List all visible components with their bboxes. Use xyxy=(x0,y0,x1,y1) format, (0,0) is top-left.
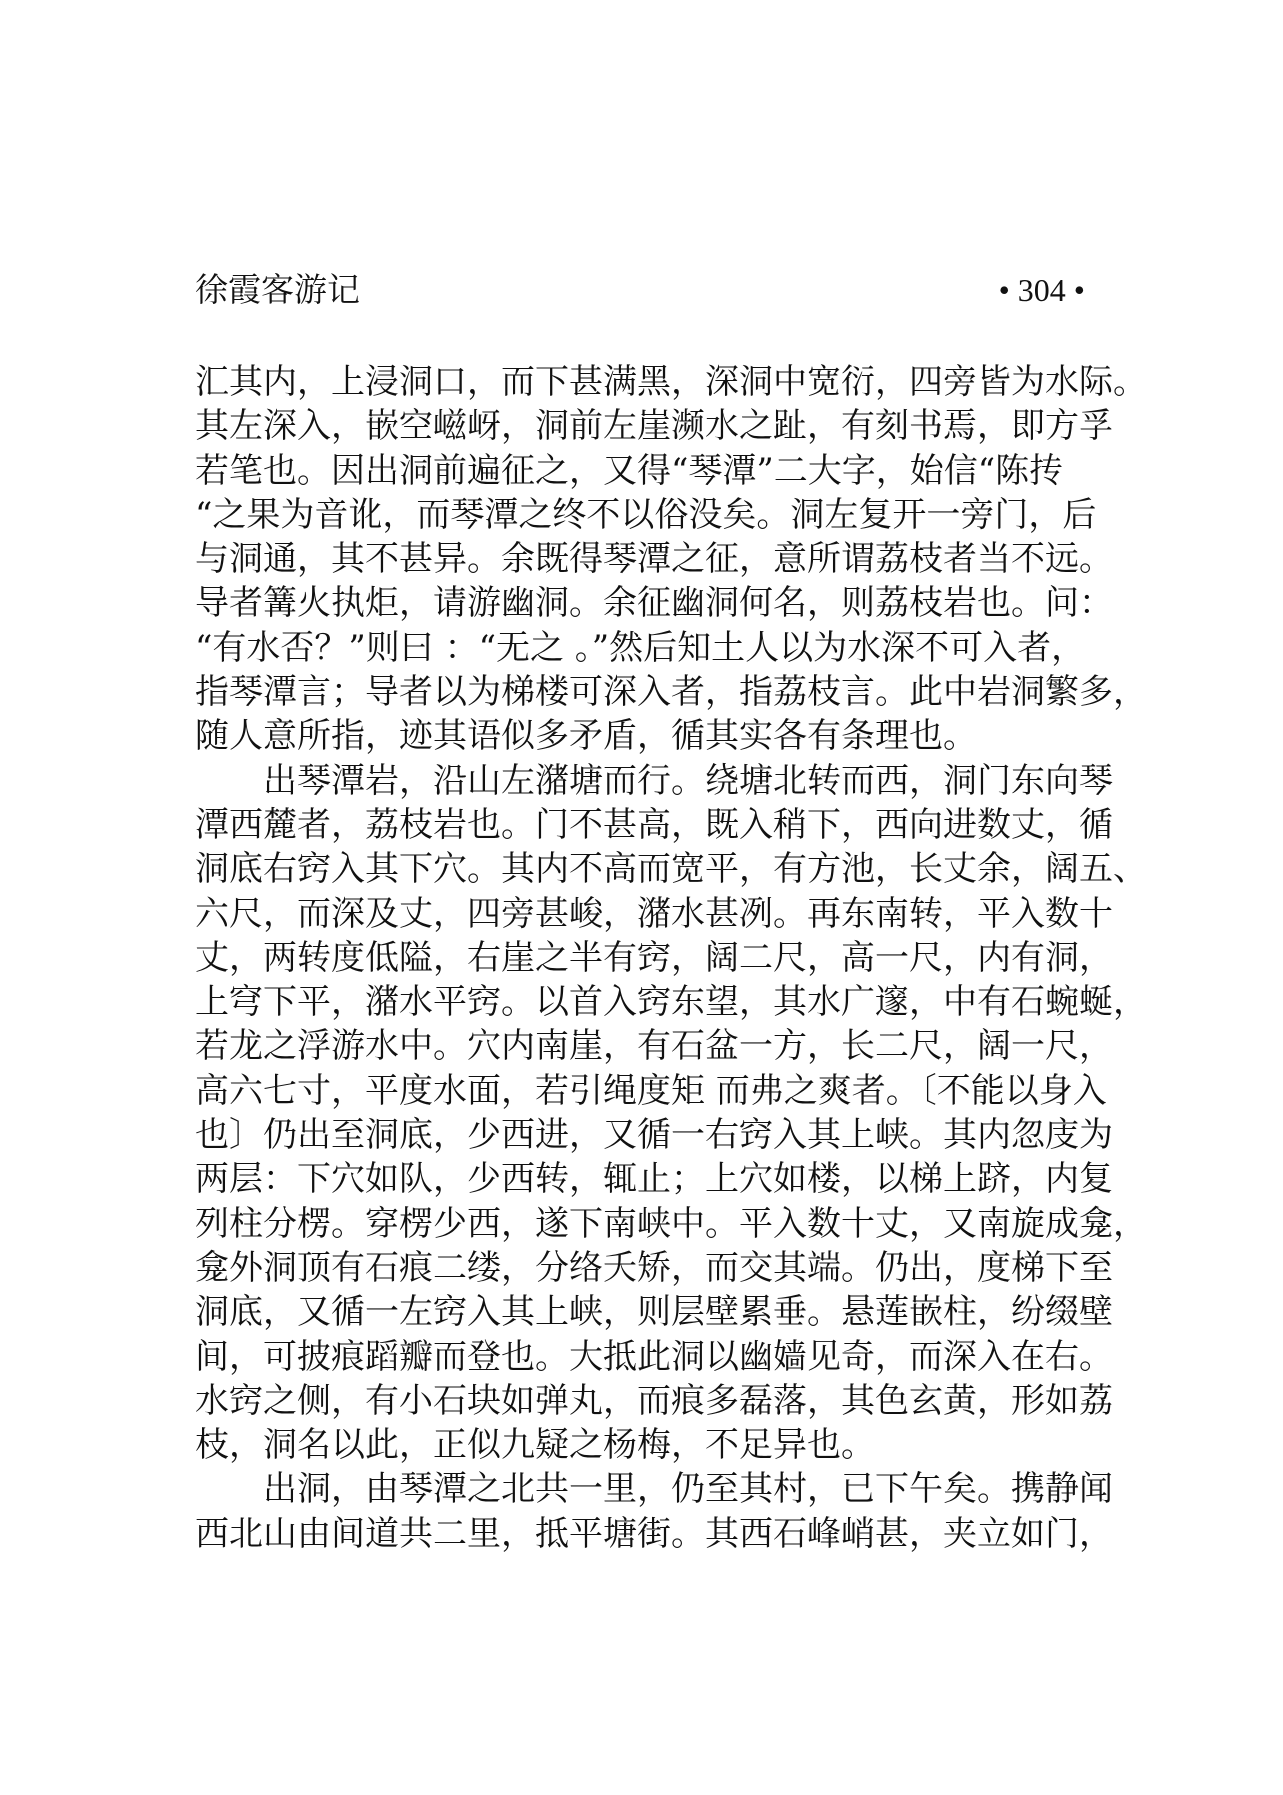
text-line: 与洞通，其不甚异。余既得琴潭之征，意所谓荔枝者当不远。 xyxy=(195,539,1113,580)
text-line: 指琴潭言；导者以为梯楼可深入者，指荔枝言。此中岩洞繁多， xyxy=(195,672,1147,713)
text-line: 龛外洞顶有石痕二缕，分络夭矫，而交其端。仍出，度梯下至 xyxy=(195,1247,1113,1288)
text-line: 汇其内，上浸洞口，而下甚满黑，深洞中宽衍，四旁皆为水际。 xyxy=(195,362,1147,402)
text-line: 间，可披痕蹈瓣而登也。大抵此洞以幽嫱见奇，而深入在右。 xyxy=(195,1336,1113,1377)
text-line: 出琴潭岩，沿山左潴塘而行。绕塘北转而西，洞门东向琴 xyxy=(263,760,1113,801)
text-line: 水窍之侧，有小石块如弹丸，而痕多磊落，其色玄黄，形如荔 xyxy=(195,1380,1113,1421)
text-line: 若龙之浮游水中。穴内南崖，有石盆一方，长二尺，阔一尺， xyxy=(195,1026,1113,1067)
book-title: 徐霞客游记 xyxy=(195,270,360,309)
text-line: 高六七寸，平度水面，若引绳度矩 而弗之爽者。〔不能以身入 xyxy=(195,1070,1107,1111)
text-line: 也〕仍出至洞底，少西进，又循一右窍入其上峡。其内忽庋为 xyxy=(195,1115,1113,1156)
running-header xyxy=(195,268,1085,312)
text-line: 若笔也。因出洞前遍征之，又得“琴潭”二大字，始信“陈抟 xyxy=(195,450,1064,491)
body-text xyxy=(195,360,1147,1556)
text-line: 丈，两转度低隘，右崖之半有窍，阔二尺，高一尺，内有洞， xyxy=(195,937,1113,978)
text-line: 两层：下穴如队，少西转，辄止；上穴如楼，以梯上跻，内复 xyxy=(195,1159,1113,1200)
text-line: 上穹下平，潴水平窍。以首入窍东望，其水广邃，中有石蜿蜒， xyxy=(195,982,1147,1023)
text-line: 随人意所指，迹其语似多矛盾，循其实各有条理也。 xyxy=(195,716,977,757)
text-line: “有水否？”则曰 ：“无之 。”然后知土人以为水深不可入者， xyxy=(195,627,1086,668)
text-line: 洞底，又循一左窍入其上峡，则层壁累垂。悬莲嵌柱，纷缀壁 xyxy=(195,1292,1113,1333)
text-line: “之果为音讹，而琴潭之终不以俗没矣。洞左复开一旁门，后 xyxy=(195,494,1097,535)
text-line: 导者篝火执炬，请游幽洞。余征幽洞何名，则荔枝岩也。问： xyxy=(195,583,1113,624)
text-line: 潭西麓者，荔枝岩也。门不甚高，既入稍下，西向进数丈，循 xyxy=(195,804,1113,845)
text-line: 六尺，而深及丈，四旁甚峻，潴水甚冽。再东南转，平入数十 xyxy=(195,893,1113,934)
text-line: 列柱分楞。穿楞少西，遂下南峡中。平入数十丈，又南旋成龛， xyxy=(195,1203,1147,1244)
text-line: 出洞，由琴潭之北共一里，仍至其村，已下午矣。携静闻 xyxy=(263,1469,1113,1510)
text-line: 枝，洞名以此，正似九疑之杨梅，不足异也。 xyxy=(195,1425,875,1466)
page-number: • 304 • xyxy=(998,272,1085,308)
text-line: 西北山由间道共二里，抵平塘街。其西石峰峭甚，夹立如门， xyxy=(195,1513,1113,1554)
text-line: 洞底右窍入其下穴。其内不高而宽平，有方池，长丈余，阔五、 xyxy=(195,849,1147,890)
text-line: 其左深入，嵌空嵫岈，洞前左崖濒水之趾，有刻书焉，即方孚 xyxy=(195,406,1113,447)
